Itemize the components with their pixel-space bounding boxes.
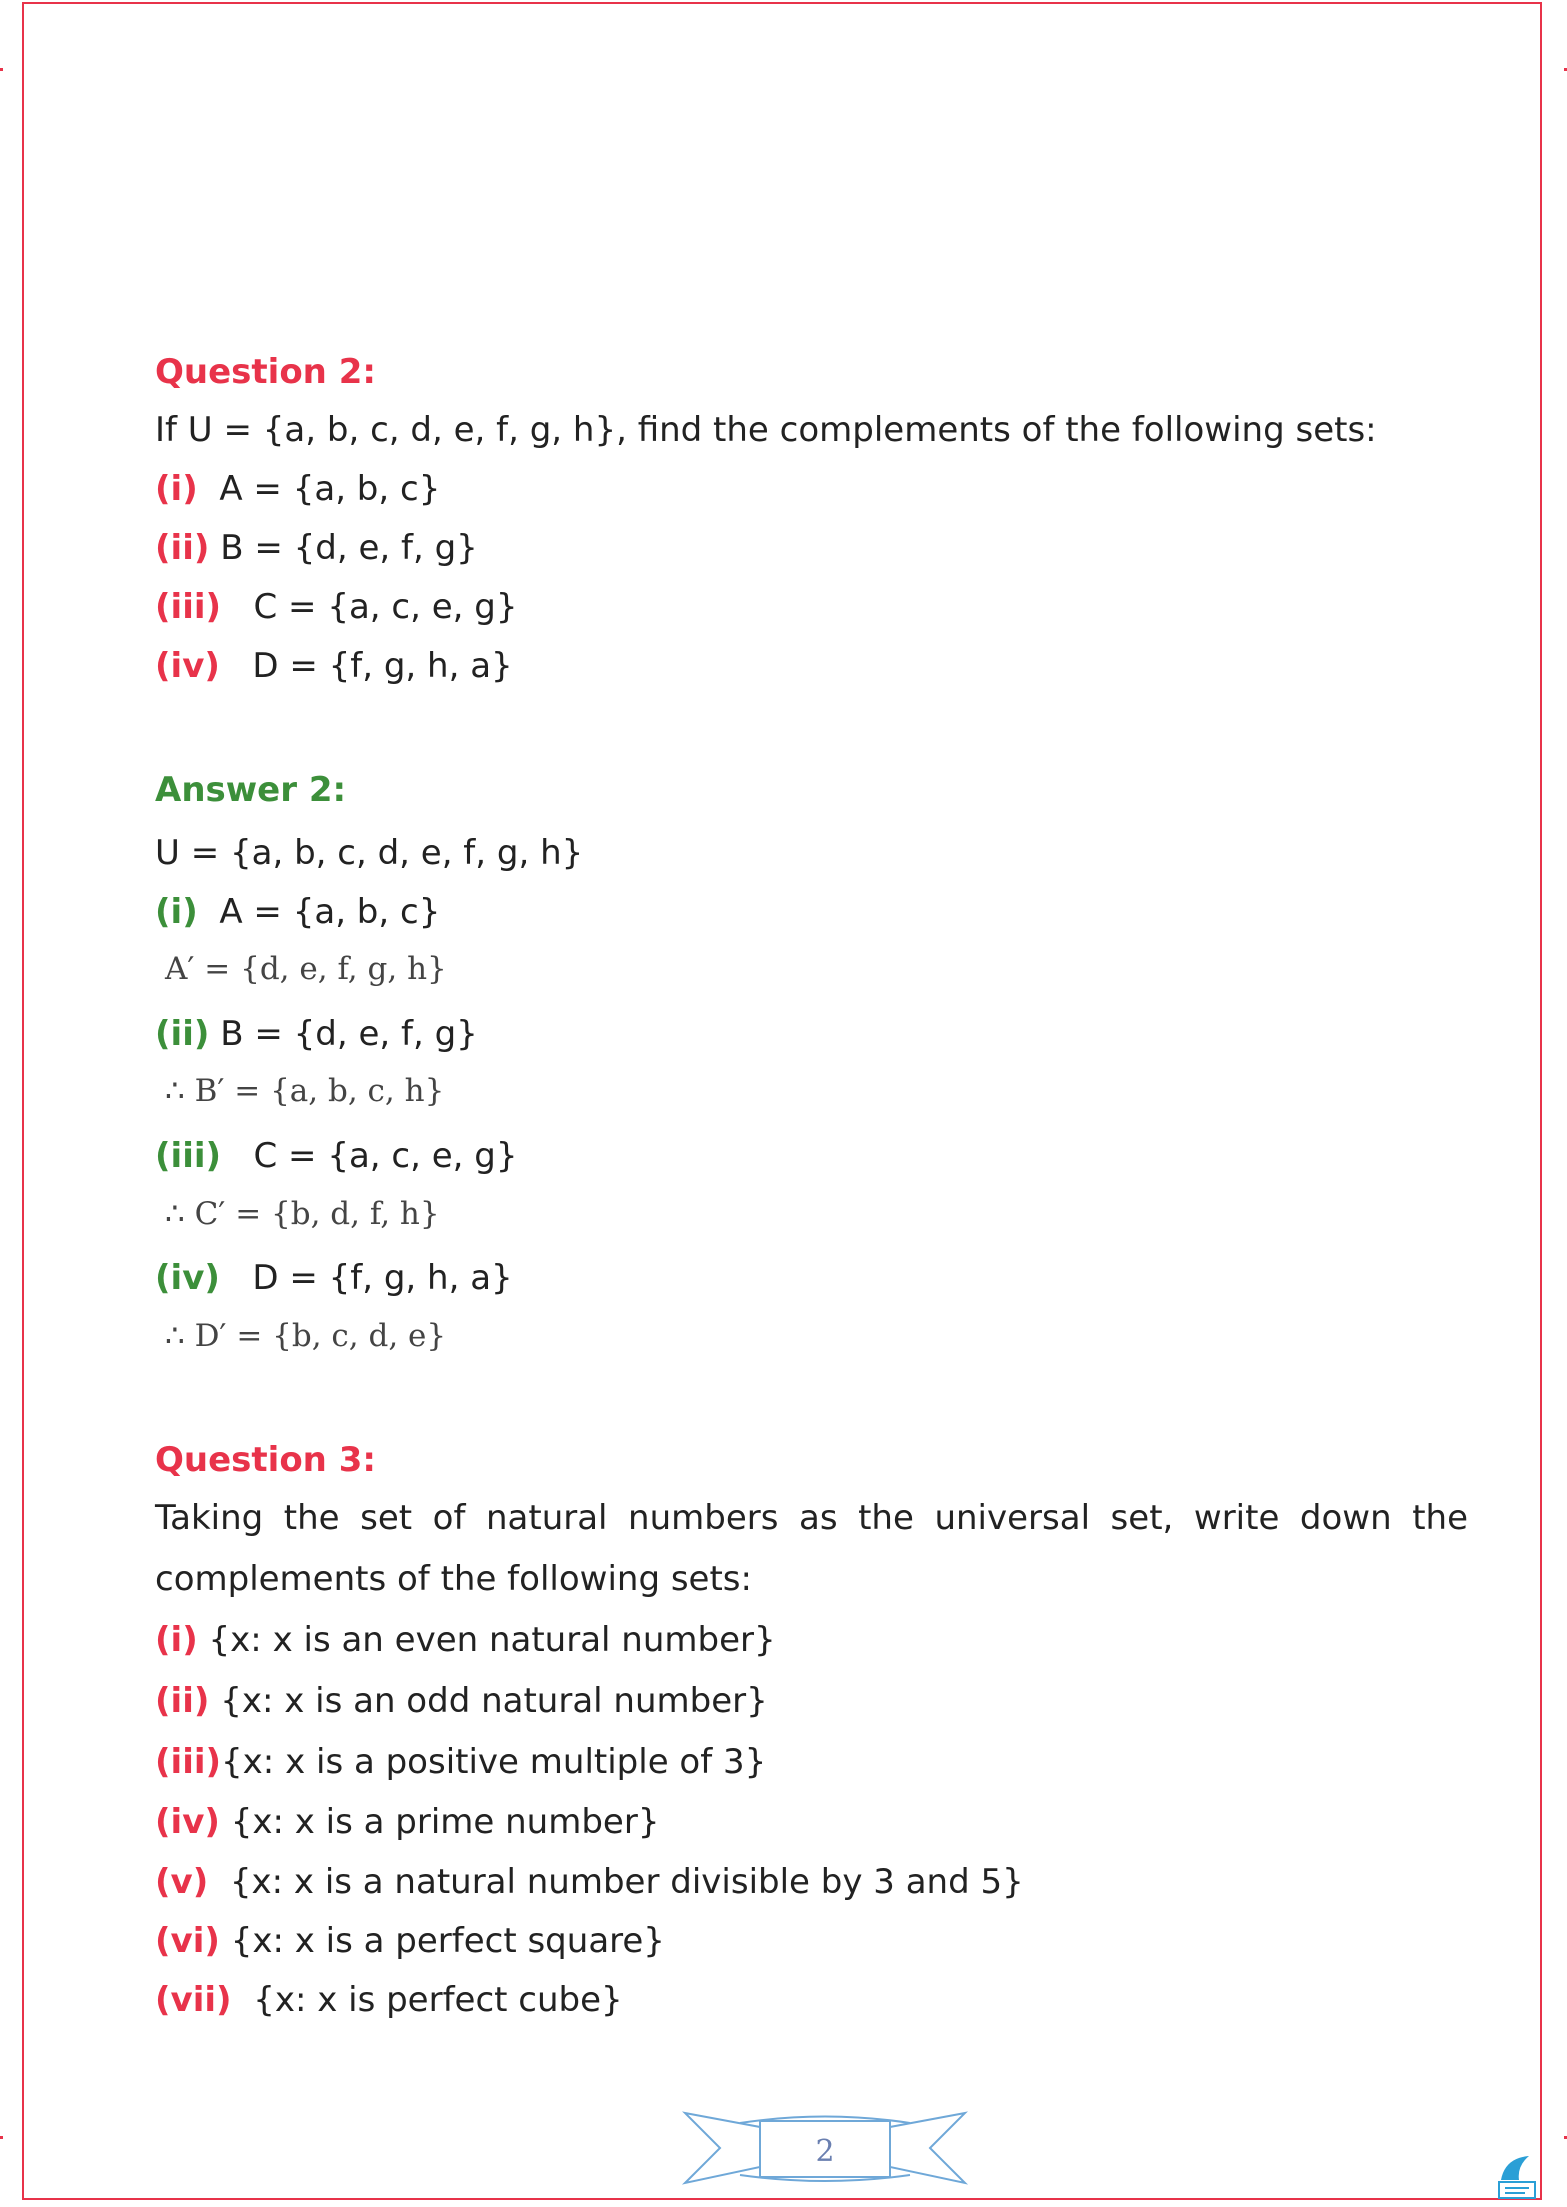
question-3-item [155, 1921, 665, 1961]
answer-2-heading: Answer 2: [155, 770, 347, 810]
question-3-intro-line2: complements of the following sets: [155, 1559, 752, 1599]
item-text: D = {f, g, h, a} [252, 646, 513, 686]
question-2-intro: If U = {a, b, c, d, e, f, g, h}, find the complements of the following sets: [155, 410, 1377, 450]
item-label: (i) [155, 892, 198, 932]
question-3-item [155, 1862, 1024, 1902]
answer-2-result: ∴ B′ = {a, b, c, h} [165, 1073, 445, 1109]
answer-2-item [155, 1258, 513, 1298]
answer-2-result: ∴ D′ = {b, c, d, e} [165, 1318, 447, 1354]
item-label: (iii) [155, 587, 222, 627]
item-label: (vii) [155, 1980, 232, 2020]
item-text: C = {a, c, e, g} [253, 1136, 518, 1176]
item-label: (ii) [155, 1681, 210, 1721]
question-3-item [155, 1681, 768, 1721]
question-2-item [155, 646, 513, 686]
item-label: (iv) [155, 646, 220, 686]
border-tick [0, 68, 3, 71]
item-text: {x: x is a positive multiple of 3} [221, 1742, 767, 1782]
question-3-item [155, 1980, 623, 2020]
answer-2-item [155, 1014, 478, 1054]
item-text: {x: x is an odd natural number} [220, 1681, 768, 1721]
question-3-intro-line1: Taking the set of natural numbers as the universal set, write down the [155, 1498, 1468, 1538]
item-text: B = {d, e, f, g} [220, 1014, 478, 1054]
question-3-item [155, 1742, 766, 1782]
item-label: (i) [155, 1620, 198, 1660]
item-label: (iv) [155, 1802, 220, 1842]
item-text: {x: x is an even natural number} [208, 1620, 776, 1660]
item-text: D = {f, g, h, a} [252, 1258, 513, 1298]
item-text: B = {d, e, f, g} [220, 528, 478, 568]
item-label: (v) [155, 1862, 209, 1902]
item-text: {x: x is a natural number divisible by 3 and 5} [229, 1862, 1024, 1902]
answer-2-item [155, 892, 440, 932]
answer-2-result: A′ = {d, e, f, g, h} [165, 951, 447, 987]
answer-2-result: ∴ C′ = {b, d, f, h} [165, 1196, 440, 1232]
item-label: (iii) [155, 1136, 222, 1176]
publisher-logo-icon [1495, 2150, 1541, 2202]
item-text: C = {a, c, e, g} [253, 587, 518, 627]
question-3-item [155, 1802, 659, 1842]
item-label: (iii) [155, 1742, 222, 1782]
item-label: (vi) [155, 1921, 220, 1961]
item-label: (iv) [155, 1258, 220, 1298]
question-2-item [155, 469, 440, 509]
border-tick [0, 2136, 3, 2139]
item-label: (ii) [155, 528, 210, 568]
item-text: {x: x is a perfect square} [230, 1921, 665, 1961]
question-2-heading: Question 2: [155, 352, 376, 392]
item-text: {x: x is a prime number} [230, 1802, 660, 1842]
page-number: 2 [815, 2134, 835, 2169]
item-text: A = {a, b, c} [219, 892, 441, 932]
question-2-item [155, 528, 478, 568]
item-text: {x: x is perfect cube} [253, 1980, 623, 2020]
question-3-item [155, 1620, 776, 1660]
item-label: (ii) [155, 1014, 210, 1054]
answer-2-item [155, 1136, 517, 1176]
item-text: A = {a, b, c} [219, 469, 441, 509]
question-2-item [155, 587, 517, 627]
question-3-heading: Question 3: [155, 1440, 376, 1480]
answer-2-universal: U = {a, b, c, d, e, f, g, h} [155, 833, 584, 873]
item-label: (i) [155, 469, 198, 509]
